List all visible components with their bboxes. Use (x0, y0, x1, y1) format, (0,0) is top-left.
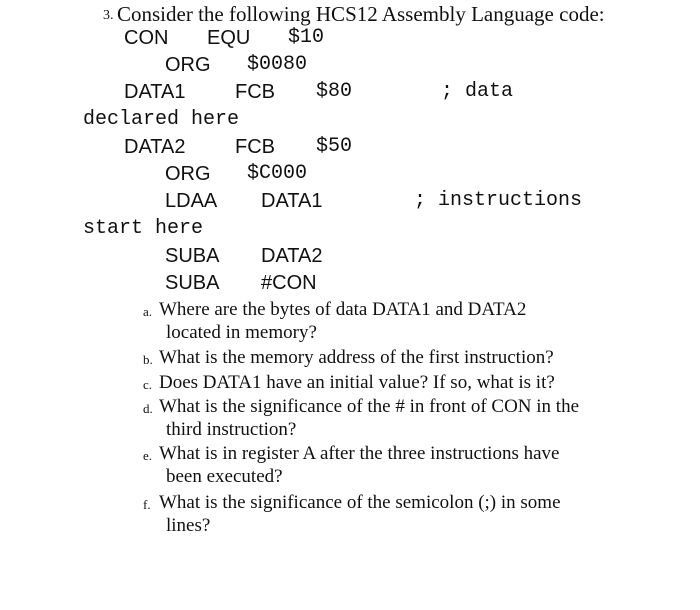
code-arg-50: $50 (316, 135, 353, 158)
subquestion-e-text: What is in register A after the three instructions have (159, 443, 560, 464)
code-comment-start-here: start here (83, 217, 204, 240)
code-arg-10: $10 (288, 26, 325, 49)
code-arg-data2: DATA2 (261, 245, 323, 267)
code-label-con: CON (124, 27, 169, 49)
code-op-suba-1: SUBA (165, 245, 220, 267)
subquestion-d-text-cont: third instruction? (166, 419, 297, 440)
code-op-ldaa: LDAA (165, 190, 218, 212)
code-comment-data: ; data (441, 80, 514, 103)
code-arg-data1: DATA1 (261, 190, 323, 212)
code-arg-0080: $0080 (247, 53, 308, 76)
code-comment-instructions: ; instructions (414, 189, 583, 212)
subquestion-e-letter: e. (143, 448, 153, 463)
subquestion-f-letter: f. (143, 497, 151, 512)
question-title: Consider the following HCS12 Assembly Language code: (117, 2, 605, 26)
code-op-fcb-1: FCB (235, 81, 275, 103)
code-op-org-2: ORG (165, 163, 211, 185)
subquestion-b-text: What is the memory address of the first instruction? (159, 347, 554, 368)
subquestion-a-letter: a. (143, 304, 153, 319)
code-op-org-1: ORG (165, 54, 211, 76)
code-arg-c000: $C000 (247, 162, 308, 185)
subquestion-a-text: Where are the bytes of data DATA1 and DATA2 (159, 299, 527, 320)
subquestion-d-letter: d. (143, 401, 153, 416)
code-arg-80: $80 (316, 80, 353, 103)
subquestion-e-text-cont: been executed? (166, 466, 283, 487)
subquestion-f-text-cont: lines? (166, 515, 211, 536)
code-comment-declared-here: declared here (83, 108, 240, 131)
subquestion-a-text-cont: located in memory? (166, 322, 317, 343)
subquestion-b-letter: b. (143, 352, 153, 367)
question-number: 3. (103, 8, 114, 23)
code-op-equ: EQU (207, 27, 251, 49)
code-op-fcb-2: FCB (235, 136, 275, 158)
code-label-data1: DATA1 (124, 81, 186, 103)
subquestion-c-letter: c. (143, 377, 153, 392)
code-op-suba-2: SUBA (165, 272, 220, 294)
code-arg-con: #CON (261, 272, 317, 294)
subquestion-c-text: Does DATA1 have an initial value? If so, what is it? (159, 372, 555, 393)
subquestion-d-text: What is the significance of the # in front of CON in the (159, 396, 580, 417)
code-label-data2: DATA2 (124, 136, 186, 158)
subquestion-f-text: What is the significance of the semicolon (;) in some (159, 492, 561, 513)
